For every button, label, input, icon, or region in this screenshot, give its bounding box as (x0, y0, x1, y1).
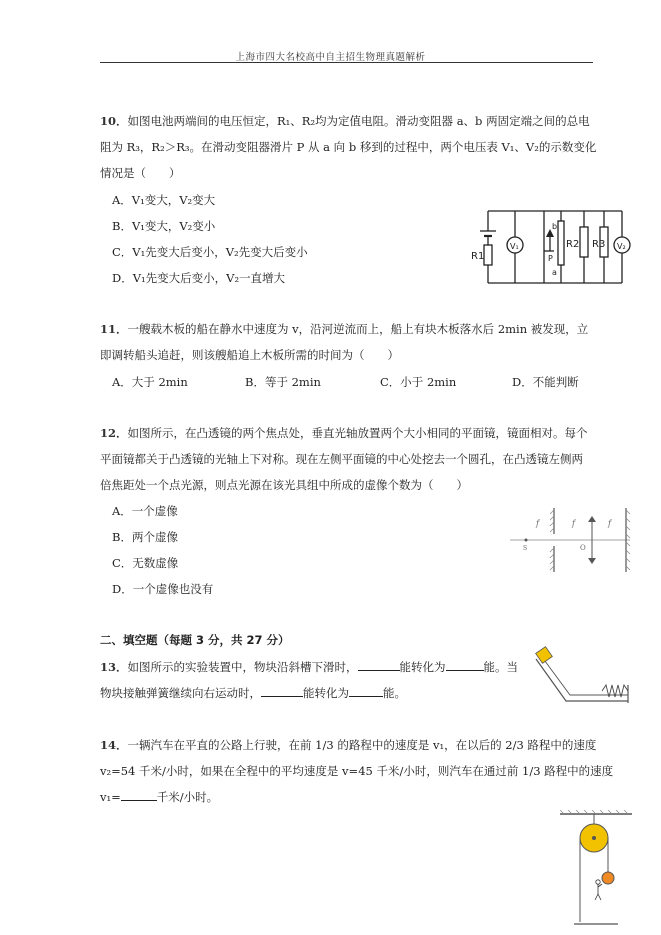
q13-text-2b: 能转化为 (303, 686, 349, 700)
q11-text-1: 一艘载木板的船在静水中速度为 v，沿河逆流而上，船上有块木板落水后 2min 被发现，立 (127, 322, 589, 336)
q14-line3 (100, 789, 218, 805)
q12-text-1: 如图所示，在凸透镜的两个焦点处，垂直光轴放置两个大小相同的平面镜，镜面相对。每个 (127, 426, 588, 440)
q13-text-2c: 能。 (383, 686, 406, 700)
q13-line2 (100, 685, 406, 701)
r1-label: R1 (471, 251, 485, 262)
q11-option-d: D．不能判断 (512, 375, 579, 389)
o-label: O (580, 544, 586, 552)
r3-label: R3 (592, 239, 606, 250)
q14-line1 (100, 737, 596, 753)
q14-text-1: 一辆汽车在平直的公路上行驶，在前 1/3 的路程中的速度是 v₁，在以后的 2/3 路程中的速度 (127, 738, 597, 752)
q13-text-1b: 能转化为 (399, 660, 446, 674)
q12-option-b: B．两个虚像 (112, 530, 178, 544)
q13-blank-3[interactable] (261, 685, 303, 697)
q13-blank-2[interactable] (446, 659, 484, 671)
q13-number: 13． (100, 660, 128, 674)
q13-blank-4[interactable] (349, 685, 383, 697)
r2-label: R2 (566, 239, 580, 250)
q13-text-2a: 物块接触弹簧继续向右运动时， (100, 686, 261, 700)
q12-line2: 平面镜都关于凸透镜的光轴上下对称。现在左侧平面镜的中心处挖去一个圆孔，在凸透镜左侧两 (100, 452, 583, 466)
section-2-title: 二、填空题（每题 3 分，共 27 分） (100, 633, 290, 647)
f-label-1: f (536, 519, 539, 528)
q13-text-1a: 如图所示的实验装置中，物块沿斜槽下滑时， (127, 660, 358, 674)
q14-number: 14． (100, 738, 128, 752)
q10-number: 10． (100, 114, 128, 128)
f-label-2: f (572, 519, 575, 528)
q10-circuit-diagram (466, 205, 632, 287)
s-label: S (523, 545, 528, 552)
q10-line1 (100, 113, 590, 129)
q10-line3: 情况是（ ） (100, 166, 181, 180)
q12-line3: 倍焦距处一个点光源，则点光源在该光具组中所成的虚像个数为（ ） (100, 478, 468, 492)
q11-option-b: B．等于 2min (245, 375, 321, 389)
q11-number: 11． (100, 322, 128, 336)
q12-number: 12． (100, 426, 128, 440)
q12-optics-diagram (508, 504, 632, 576)
f-label-3: f (608, 519, 611, 528)
q10-text-1: 如图电池两端间的电压恒定，R₁、R₂均为定值电阻。滑动变阻器 a、b 两固定端之间的总电 (127, 114, 590, 128)
q13-incline-spring-diagram (528, 645, 636, 707)
v2-label: V₂ (617, 242, 626, 251)
q11-option-c: C．小于 2min (380, 375, 457, 389)
q12-option-c: C．无数虚像 (112, 556, 179, 570)
q13-line1 (100, 659, 518, 675)
q10-option-a: A．V₁变大，V₂变大 (112, 193, 216, 207)
a-label: a (552, 268, 557, 277)
q12-line1 (100, 425, 588, 441)
pulley-diagram (556, 810, 636, 930)
q14-text-3b: 千米/小时。 (156, 790, 219, 804)
q12-option-d: D．一个虚像也没有 (112, 582, 214, 596)
p-label: P (548, 254, 553, 263)
q14-line2: v₂=54 千米/小时，如果在全程中的平均速度是 v=45 千米/小时，则汽车在通过前 1/3 路程中的速度 (100, 764, 614, 778)
q11-option-a: A．大于 2min (112, 375, 188, 389)
q10-option-d: D．V₁先变大后变小，V₂一直增大 (112, 271, 286, 285)
q11-line1 (100, 321, 588, 337)
q14-text-3a: v₁= (100, 790, 121, 804)
q11-line2: 即调转船头追赶，则该艘船追上木板所需的时间为（ ） (100, 348, 399, 362)
q14-blank-1[interactable] (121, 789, 157, 801)
q10-option-b: B．V₁变大，V₂变小 (112, 219, 216, 233)
page-header: 上海市四大名校高中自主招生物理真题解析 (235, 52, 426, 63)
b-label: b (552, 222, 558, 231)
q10-option-c: C．V₁先变大后变小，V₂先变大后变小 (112, 245, 308, 259)
q13-text-1c: 能。当 (483, 660, 519, 674)
header-rule (100, 62, 593, 63)
q13-blank-1[interactable] (358, 659, 400, 671)
v1-label: V₁ (510, 242, 519, 251)
q12-option-a: A．一个虚像 (112, 504, 178, 518)
q10-line2: 阻为 R₃，R₂＞R₃。在滑动变阻器滑片 P 从 a 向 b 移到的过程中，两个电压表 V₁、V₂的示数变化 (100, 140, 597, 154)
